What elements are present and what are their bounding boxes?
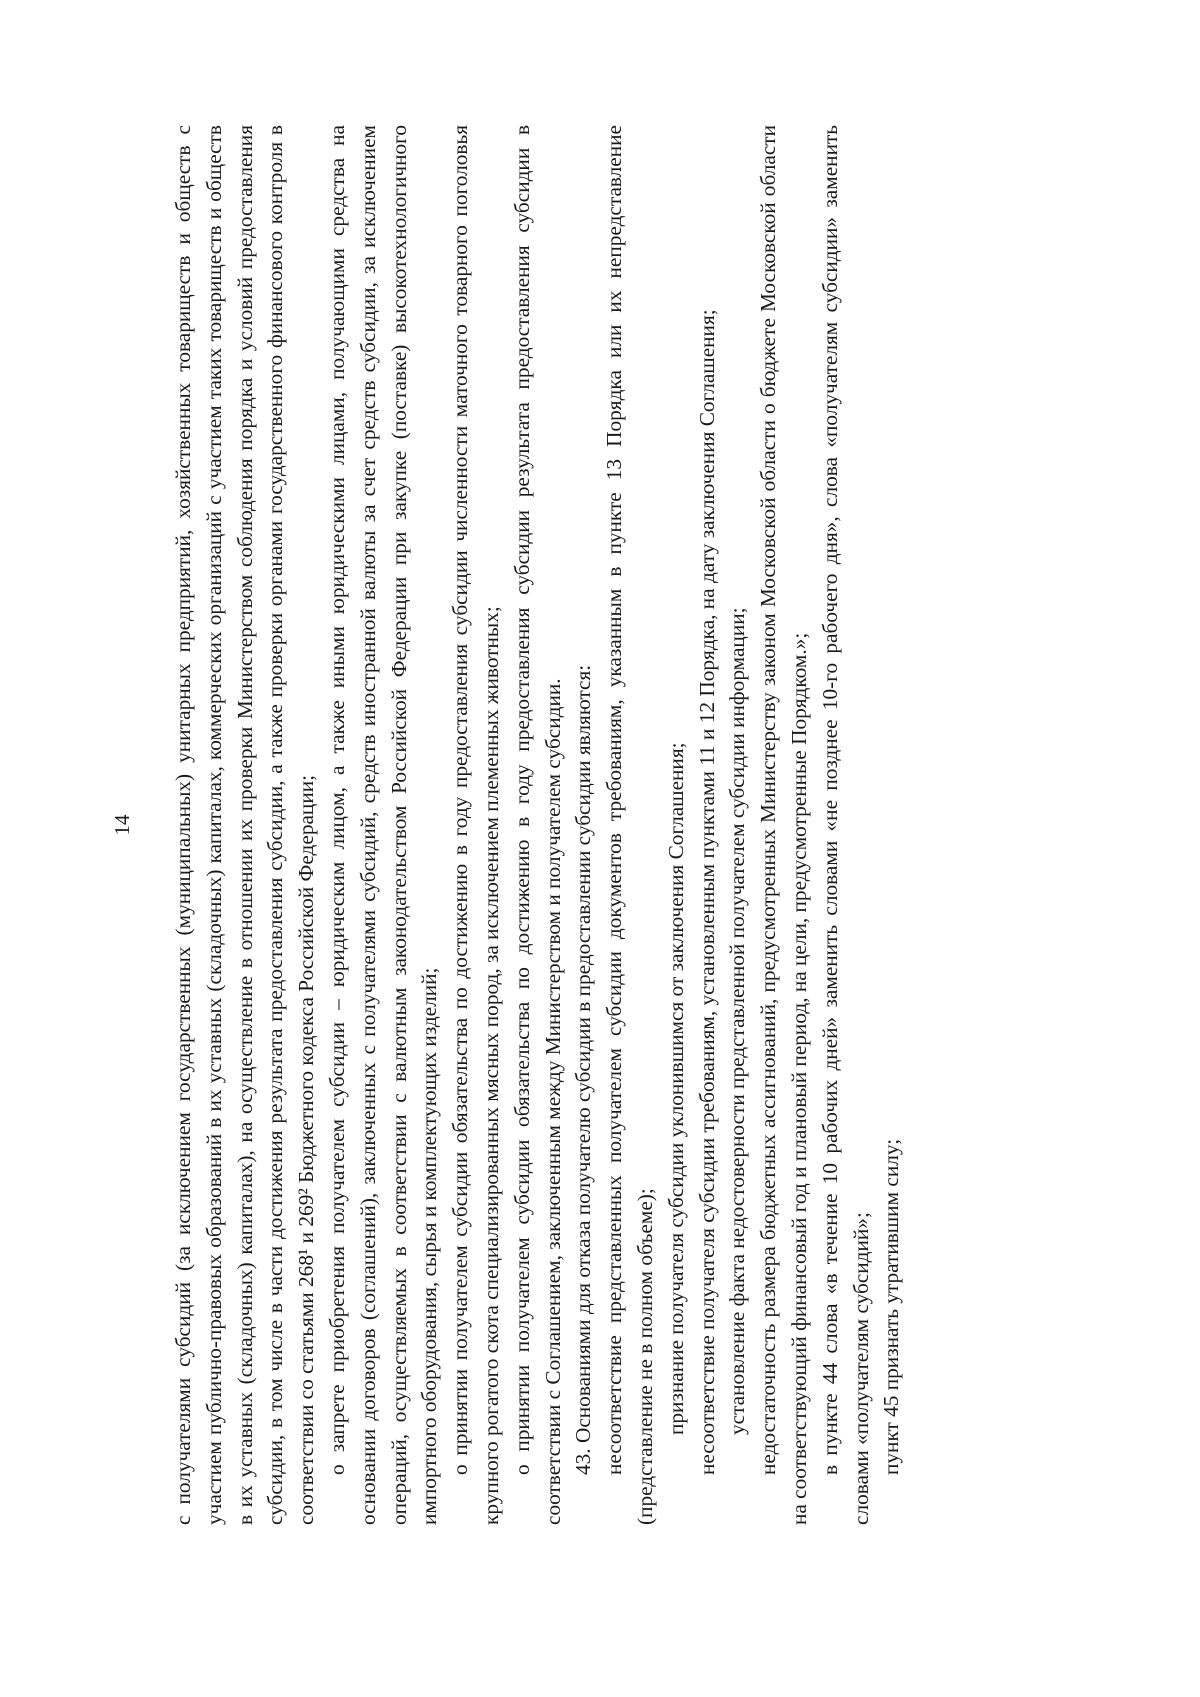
paragraph: несоответствие получателя субсидии требованиям, установленным пунктами 11 и 12 Порядка, на дату заключения Соглашения;	[694, 309, 719, 1475]
paragraph: о принятии получателем субсидии обязательства по достижению в году предоставления субсидии результата предоставления субсидии в соответствии с Соглашением, заключенным между Министерством и получателем субсидии.	[509, 125, 565, 1525]
paragraph: 43. Основаниями для отказа получателю субсидии в предоставлении субсидии являются:	[571, 664, 596, 1475]
paragraph: несоответствие представленных получателем субсидии документов требованиям, указанным в пункте 13 Порядка или их непредставление (представление не в полном объеме);	[602, 125, 657, 1525]
paragraph: в пункте 44 слова «в течение 10 рабочих дней» заменить словами «не позднее 10-го рабочего дня», слова «получателям субсидии» заменить словами «получателям субсидий»;	[817, 125, 873, 1525]
document-body	[168, 125, 907, 1525]
paragraph: пункт 45 признать утратившим силу;	[879, 1138, 904, 1475]
paragraph: о запрете приобретения получателем субсидии – юридическим лицом, а также иными юридическими лицами, получающими средства на основании договоров (соглашений), заключенных с получателями субсидий, средств иностранной валюты за счет средств субсидии, за исключением операций, осуществляемых в соответствии с валютным законодательством Российской Федерации при закупке (поставке) высокотехнологичного импортного оборудования, сырья и комплектующих изделий;	[324, 125, 442, 1525]
paragraph: недостаточность размера бюджетных ассигнований, предусмотренных Министерству законом Московской области о бюджете Московской области на соответствующий финансовый год и плановый период, на цели, предусмотренные Порядком.»;	[756, 125, 811, 1525]
paragraph: признание получателя субсидии уклонившимся от заключения Соглашения;	[663, 742, 688, 1435]
page-number: 14	[110, 814, 134, 836]
paragraph: о принятии получателем субсидии обязательства по достижению в году предоставления субсидии численности маточного товарного поголовья крупного рогатого скота специализированных мясных пород, за исключением племенных животных;	[448, 125, 503, 1525]
paragraph: установление факта недостоверности представленной получателем субсидии информации;	[725, 607, 750, 1435]
paragraph: с получателями субсидий (за исключением государственных (муниципальных) унитарных предприятий, хозяйственных товариществ и обществ с участием публично-правовых образований в их уставных (складочных) капиталах, коммерческих организаций с участием таких товариществ и обществ в их уставных (складочных) капиталах), на осуществление в отношении их проверки Министерством соблюдения порядка и условий предоставления субсидии, в том числе в части достижения результата предоставления субсидии, а также проверки органами государственного финансового контроля в соответствии со статьями 268¹ и 269² Бюджетного кодекса Российской Федерации;	[171, 125, 319, 1525]
rotated-text-block	[110, 105, 904, 1545]
